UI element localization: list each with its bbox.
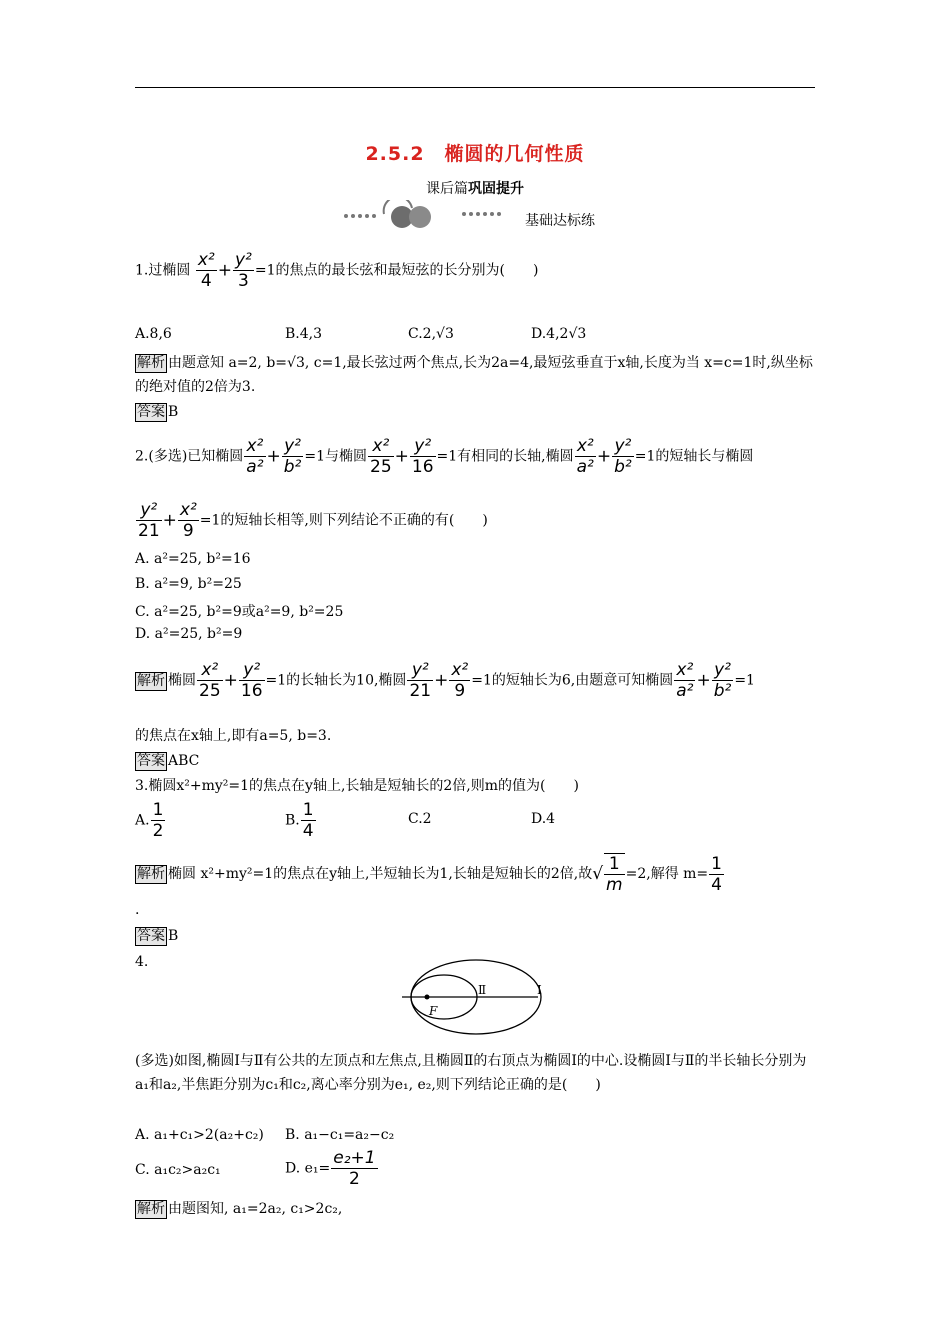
q3-analysis: 解析 椭圆 x²+my²=1的焦点在y轴上,半短轴长为1,长轴是短轴长的2倍,故√ $\frac{1}{m}$ =2,解得 m= $\frac{1}{4}$ [137,853,722,895]
answer-tag: 答案 [137,753,165,769]
answer-tag: 答案 [137,404,165,420]
fraction: $\frac{\text{x²}}{4}$ [197,250,215,291]
focus-point-icon [425,995,430,1000]
fraction: $\frac{\text{x²}}{25}$ [370,436,392,477]
analysis-tag: 解析 [137,672,165,689]
q4-option-a: A. a₁+c₁>2(a₂+c₂) [135,1127,264,1143]
q4-option-c: C. a₁c₂>a₂c₁ [135,1162,221,1178]
q3-option-c: C.2 [408,811,432,827]
q2-stem-line1: 2.(多选)已知椭圆 $\frac{\text{x²}}{\text{a²}}$ + $\frac{\text{y²}}{\text{b²}}$ =1与椭圆 $\frac{\text{x²}}{25}$ + $\frac{\text{y²}}{16}$ =1有相同的长轴,椭圆 $\frac{\text{x²}}{\text{a²}}$ + $\frac{\text{y²}}{\text{b²}}$ =1的短轴长与椭圆 [135,436,754,477]
subtitle: 课后篇巩固提升 [426,181,524,197]
header-rule [135,87,815,88]
q2-option-c: C. a²=25, b²=9或a²=9, b²=25 [135,604,344,620]
q2-answer: 答案 ABC [137,753,200,769]
q1-option-a: A.8,6 [135,326,172,342]
q3-analysis-dot: . [135,902,140,918]
ellipse-i-label: Ⅰ [537,983,542,997]
fraction: $\frac{1}{2}$ [152,800,164,841]
q2-option-d: D. a²=25, b²=9 [135,626,243,642]
fraction: $\frac{\text{y²}}{3}$ [234,250,252,291]
q2-stem-line2: $\frac{\text{y²}}{21}$ + $\frac{\text{x²}}{9}$ =1的短轴长相等,则下列结论不正确的有( ) [138,500,488,541]
q3-option-d: D.4 [531,811,556,827]
q4-option-b: B. a₁−c₁=a₂−c₂ [285,1127,395,1143]
fraction: $\frac{\text{x²}}{9}$ [179,500,197,541]
focus-label: F [429,1004,438,1018]
ellipse-figure [400,958,560,1038]
q3-answer: 答案 B [137,928,179,944]
fraction: $\frac{\text{y²}}{16}$ [411,436,434,477]
analysis-tag: 解析 [137,1201,165,1217]
section-decoration-icon [340,200,520,232]
sqrt-icon: √ [592,864,604,884]
ellipse-ii-label: Ⅱ [478,983,487,997]
q1-option-c: C.2,√3 [408,326,454,342]
fraction: $\frac{\text{y²}}{21}$ [138,500,160,541]
q3-option-a: A. $\frac{1}{2}$ [135,800,164,841]
fraction: $\frac{\text{e₂+1}}{2}$ [333,1148,376,1189]
fraction: $\frac{\text{y²}}{\text{b²}}$ [283,436,302,477]
page-title: 2.5.2 椭圆的几何性质 [365,143,585,165]
q4-stem: (多选)如图,椭圆Ⅰ与Ⅱ有公共的左顶点和左焦点,且椭圆Ⅱ的右顶点为椭圆Ⅰ的中心.设椭圆Ⅰ与Ⅱ的半长轴长分别为a₁和a₂,半焦距分别为c₁和c₂,离心率分别为e₁, e₂,则下列结论正确的是( ) [135,1053,807,1093]
q2-option-b: B. a²=9, b²=25 [135,576,242,592]
q1-option-b: B.4,3 [285,326,323,342]
q2-option-a: A. a²=25, b²=16 [135,551,251,567]
answer-tag: 答案 [137,928,165,944]
q3-option-b: B. $\frac{1}{4}$ [285,800,314,841]
q1-option-d: D.4,2√3 [531,326,587,342]
fraction: $\frac{\text{y²}}{16}$ [240,660,263,701]
fraction: $\frac{\text{y²}}{\text{b²}}$ [713,660,732,701]
fraction: $\frac{\text{x²}}{\text{a²}}$ [246,436,264,477]
q3-stem: 3.椭圆x²+my²=1的焦点在y轴上,长轴是短轴长的2倍,则m的值为( ) [135,778,579,794]
q4-option-d: D. e₁= $\frac{\text{e₂+1}}{2}$ [285,1148,376,1189]
q2-analysis-line2: 的焦点在x轴上,即有a=5, b=3. [135,728,332,744]
q1-stem: 1.过椭圆 $\frac{\text{x²}}{4}$ + $\frac{\text{y²}}{3}$ =1的焦点的最长弦和最短弦的长分别为( ) [135,250,539,291]
section-label: 基础达标练 [525,213,595,229]
fraction: $\frac{1}{4}$ [302,800,314,841]
fraction: $\frac{1}{4}$ [711,853,722,895]
fraction: $\frac{\text{x²}}{9}$ [451,660,469,701]
fraction: $\frac{\text{x²}}{\text{a²}}$ [576,436,594,477]
section-banner [340,200,630,232]
q1-answer: 答案 B [137,404,179,420]
fraction: $\frac{\text{x²}}{\text{a²}}$ [676,660,694,701]
fraction: $\frac{\text{y²}}{21}$ [409,660,432,701]
fraction: $\frac{\text{y²}}{\text{b²}}$ [614,436,632,477]
q1-analysis: 解析 由题意知 a=2, b=√3, c=1,最长弦过两个焦点,长为2a=4,最短弦垂直于x轴,长度为当 x=c=1时,纵坐标的绝对值的2倍为3. [135,355,813,395]
q4-number: 4. [135,954,149,970]
analysis-tag: 解析 [137,866,165,882]
fraction: $\frac{1}{m}$ [606,854,623,895]
q4-analysis: 解析 由题图知, a₁=2a₂, c₁>2c₂, [137,1201,343,1217]
q2-analysis: 解析 椭圆 $\frac{\text{x²}}{25}$ + $\frac{\text{y²}}{16}$ =1的长轴长为10,椭圆 $\frac{\text{y²}}{21}$ + $\frac{\text{x²}}{9}$ =1的短轴长为6,由题意可知椭圆 $\frac{\text{x²}}{\text{a²}}$ + $\frac{\text{y²}}{\text{b²}}$ =1 [137,660,755,701]
analysis-tag: 解析 [137,355,165,371]
fraction: $\frac{\text{x²}}{25}$ [199,660,221,701]
